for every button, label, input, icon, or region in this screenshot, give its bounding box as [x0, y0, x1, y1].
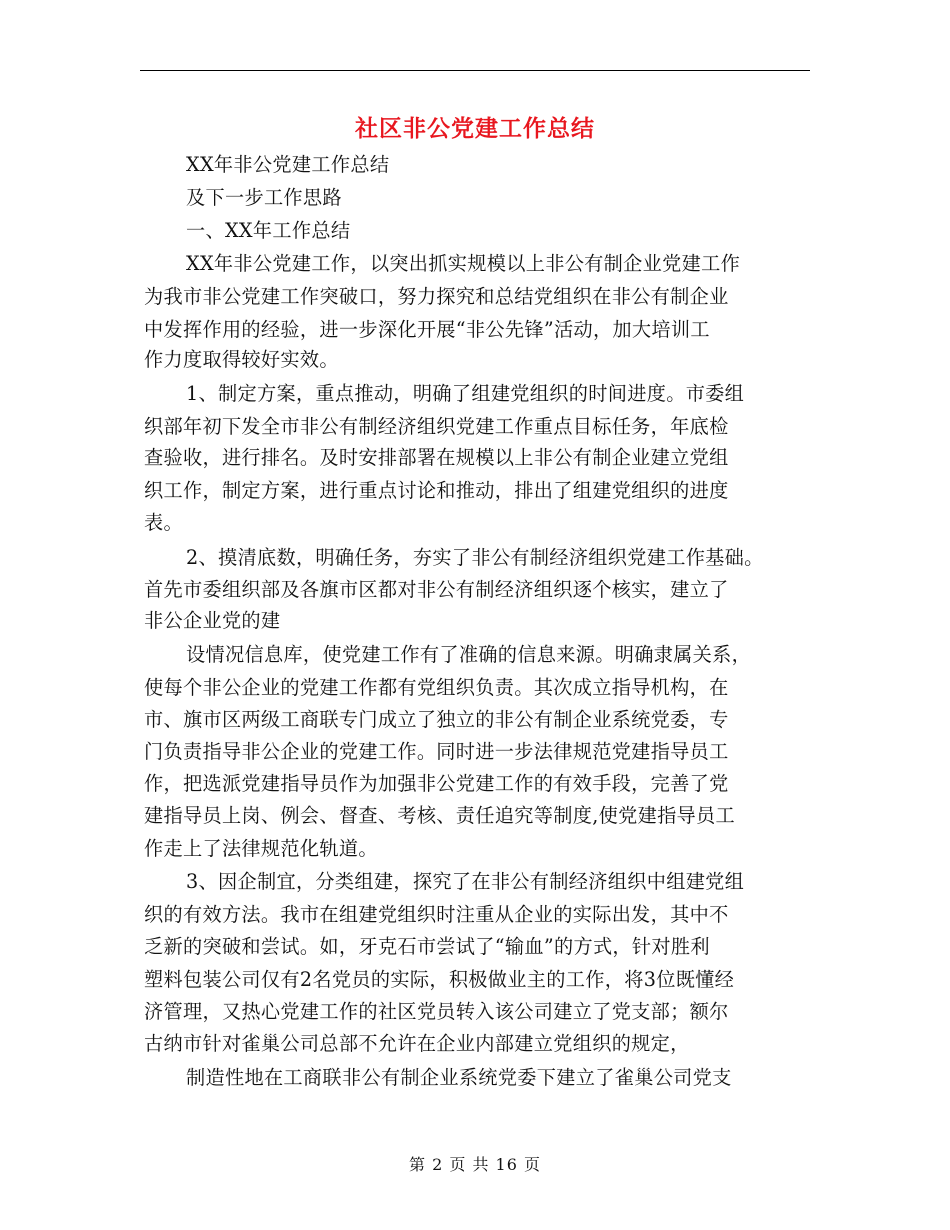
paragraph-line: 织工作，制定方案，进行重点讨论和推动，排出了组建党组织的进度: [144, 479, 729, 502]
header-rule: [140, 70, 810, 71]
subtitle-line: XX年非公党建工作总结: [186, 153, 390, 176]
subtitle-line: 及下一步工作思路: [186, 186, 342, 209]
paragraph-line: 首先市委组织部及各旗市区都对非公有制经济组织逐个核实，建立了: [144, 578, 729, 601]
paragraph-line: XX年非公党建工作，以突出抓实规模以上非公有制企业党建工作: [186, 252, 741, 275]
paragraph-line: 为我市非公党建工作突破口，努力探究和总结党组织在非公有制企业: [144, 285, 729, 308]
paragraph-line: 织的有效方法。我市在组建党组织时注重从企业的实际出发，其中不: [144, 903, 729, 926]
paragraph-line: 3、因企制宜，分类组建，探究了在非公有制经济组织中组建党组: [186, 870, 745, 893]
paragraph-line: 非公企业党的建: [144, 609, 281, 632]
paragraph-line: 作力度取得较好实效。: [144, 348, 339, 371]
paragraph-line: 作，把选派党建指导员作为加强非公党建工作的有效手段，完善了党: [144, 772, 729, 795]
paragraph-line: 织部年初下发全市非公有制经济组织党建工作重点目标任务，年底检: [144, 415, 729, 438]
paragraph-line: 2、摸清底数，明确任务，夯实了非公有制经济组织党建工作基础。: [186, 546, 764, 569]
paragraph-line: 制造性地在工商联非公有制企业系统党委下建立了雀巢公司党支: [186, 1066, 732, 1089]
paragraph-line: 塑料包装公司仅有2名党员的实际，积极做业主的工作，将3位既懂经: [144, 968, 735, 991]
paragraph-line: 济管理，又热心党建工作的社区党员转入该公司建立了党支部；额尔: [144, 1000, 729, 1023]
paragraph-line: 古纳市针对雀巢公司总部不允许在企业内部建立党组织的规定，: [144, 1032, 690, 1055]
paragraph-line: 表。: [144, 511, 183, 534]
paragraph-line: 设情况信息库，使党建工作有了准确的信息来源。明确隶属关系，: [186, 643, 752, 666]
paragraph-line: 查验收，进行排名。及时安排部署在规模以上非公有制企业建立党组: [144, 446, 729, 469]
paragraph-line: 作走上了法律规范化轨道。: [144, 837, 378, 860]
section-heading: 一、XX年工作总结: [186, 219, 351, 242]
paragraph-line: 使每个非公企业的党建工作都有党组织负责。其次成立指导机构，在: [144, 676, 729, 699]
paragraph-line: 建指导员上岗、例会、督查、考核、责任追究等制度,使党建指导员工: [144, 804, 736, 827]
document-title: 社区非公党建工作总结: [355, 116, 595, 142]
paragraph-line: 1、制定方案，重点推动，明确了组建党组织的时间进度。市委组: [186, 382, 745, 405]
paragraph-line: 中发挥作用的经验，进一步深化开展“非公先锋”活动，加大培训工: [144, 318, 710, 341]
paragraph-line: 市、旗市区两级工商联专门成立了独立的非公有制企业系统党委，专: [144, 708, 729, 731]
page-number-footer: 第 2 页 共 16 页: [409, 1155, 541, 1174]
paragraph-line: 乏新的突破和尝试。如，牙克石市尝试了“输血”的方式，针对胜利: [144, 935, 710, 958]
paragraph-line: 门负责指导非公企业的党建工作。同时进一步法律规范党建指导员工: [144, 740, 729, 763]
